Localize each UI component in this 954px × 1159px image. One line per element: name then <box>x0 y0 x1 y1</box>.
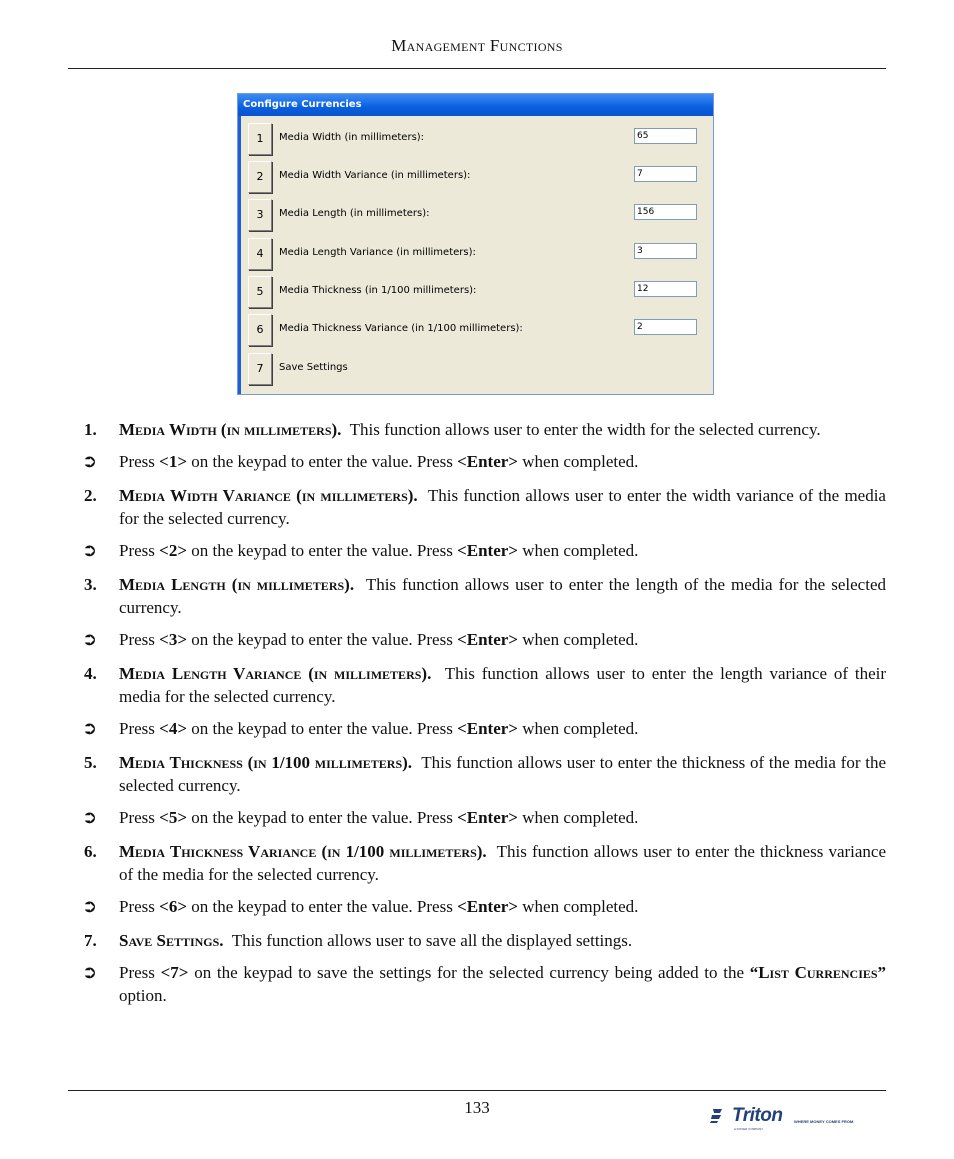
step-key: <5> <box>159 808 188 827</box>
instruction-step <box>82 895 886 918</box>
key-6-button[interactable]: 6 <box>248 314 272 346</box>
item-heading: Media Length Variance (in millimeters). <box>119 664 432 683</box>
step-text: when completed. <box>522 897 639 916</box>
step-text: when completed. <box>522 808 639 827</box>
step-key: <Enter> <box>457 897 518 916</box>
step-key: <3> <box>159 630 188 649</box>
footer-rule <box>68 1090 886 1091</box>
row-label: Media Length Variance (in millimeters): <box>279 247 476 258</box>
item-number: 2. <box>84 486 97 505</box>
media-length-variance-field[interactable]: 3 <box>634 243 697 259</box>
function-item <box>82 662 886 708</box>
function-list <box>82 418 886 1018</box>
item-heading: Media Thickness (in 1/100 millimeters). <box>119 753 413 772</box>
instruction-step <box>82 450 886 473</box>
step-key: <Enter> <box>457 719 518 738</box>
configure-currencies-dialog <box>237 93 714 395</box>
instruction-step <box>82 806 886 829</box>
item-number: 3. <box>84 575 97 594</box>
item-description: This function allows user to enter the thickness variance of the media for the selected currency. <box>119 842 887 884</box>
step-text: Press <box>119 719 155 738</box>
step-key: <1> <box>159 452 188 471</box>
step-text: when completed. <box>522 452 639 471</box>
function-item <box>82 418 886 441</box>
page-number: 133 <box>464 1098 490 1117</box>
step-text: when completed. <box>522 541 639 560</box>
item-number: 7. <box>84 931 97 950</box>
item-description: This function allows user to enter the width for the selected currency. <box>349 420 821 439</box>
key-1-button[interactable]: 1 <box>248 123 272 155</box>
step-text: Press <box>119 897 155 916</box>
function-item <box>82 751 886 797</box>
step-key: <4> <box>159 719 188 738</box>
logo-tagline: WHERE MONEY COMES FROM. <box>794 1119 855 1124</box>
instruction-step <box>82 628 886 651</box>
key-2-button[interactable]: 2 <box>248 161 272 193</box>
step-text: Press <box>119 452 155 471</box>
step-key: <Enter> <box>457 808 518 827</box>
row-label: Media Width Variance (in millimeters): <box>279 170 471 181</box>
step-key: <Enter> <box>457 541 518 560</box>
row-label: Media Thickness (in 1/100 millimeters): <box>279 285 477 296</box>
step-text: on the keypad to enter the value. Press <box>191 541 453 560</box>
arrow-circle-icon: ➲ <box>82 629 98 650</box>
function-item <box>82 484 886 530</box>
step-text: option. <box>119 986 167 1005</box>
dialog-row-media-width-variance <box>248 161 697 193</box>
media-thickness-variance-field[interactable]: 2 <box>634 319 697 335</box>
step-text: Press <box>119 963 155 982</box>
header-rule <box>68 68 886 69</box>
row-label: Media Width (in millimeters): <box>279 132 425 143</box>
dialog-row-media-width <box>248 123 697 155</box>
arrow-circle-icon: ➲ <box>82 807 98 828</box>
item-description: This function allows user to enter the width variance of the media for the selected currency. <box>119 486 886 528</box>
item-number: 5. <box>84 753 97 772</box>
item-number: 1. <box>84 420 97 439</box>
item-description: This function allows user to save all the displayed settings. <box>231 931 633 950</box>
step-text: on the keypad to enter the value. Press <box>191 630 453 649</box>
item-heading: Media Width Variance (in millimeters). <box>119 486 418 505</box>
instruction-step <box>82 961 886 1007</box>
item-description: This function allows user to enter the thickness of the media for the selected currency. <box>119 753 886 795</box>
media-length-field[interactable]: 156 <box>634 204 697 220</box>
step-key: <2> <box>159 541 188 560</box>
dialog-row-media-length-variance <box>248 238 697 270</box>
row-label: Media Thickness Variance (in 1/100 millimeters): <box>279 323 523 334</box>
instruction-step <box>82 717 886 740</box>
item-heading: Media Thickness Variance (in 1/100 millimeters). <box>119 842 487 861</box>
instruction-step <box>82 539 886 562</box>
item-number: 4. <box>84 664 97 683</box>
item-description: This function allows user to enter the length of the media for the selected currency. <box>119 575 886 617</box>
step-key: <Enter> <box>457 452 518 471</box>
step-text: on the keypad to enter the value. Press <box>191 897 453 916</box>
step-text: on the keypad to enter the value. Press <box>191 808 453 827</box>
step-text: on the keypad to save the settings for the selected currency being added to the <box>194 963 744 982</box>
triton-logo <box>710 1106 880 1130</box>
dialog-row-media-length <box>248 199 697 231</box>
logo-subtitle: A DOVER COMPANY <box>734 1127 764 1131</box>
item-heading: Media Length (in millimeters). <box>119 575 355 594</box>
arrow-circle-icon: ➲ <box>82 718 98 739</box>
step-text: Press <box>119 630 155 649</box>
arrow-circle-icon: ➲ <box>82 962 98 983</box>
dialog-title-bar: Configure Currencies <box>238 94 713 116</box>
key-5-button[interactable]: 5 <box>248 276 272 308</box>
key-3-button[interactable]: 3 <box>248 199 272 231</box>
media-thickness-field[interactable]: 12 <box>634 281 697 297</box>
media-width-variance-field[interactable]: 7 <box>634 166 697 182</box>
arrow-circle-icon: ➲ <box>82 451 98 472</box>
key-4-button[interactable]: 4 <box>248 238 272 270</box>
step-text: when completed. <box>522 630 639 649</box>
function-item <box>82 840 886 886</box>
step-text: Press <box>119 808 155 827</box>
step-text: on the keypad to enter the value. Press <box>191 452 453 471</box>
item-number: 6. <box>84 842 97 861</box>
dialog-row-save-settings <box>248 353 697 385</box>
page-header: Management Functions <box>391 36 563 55</box>
arrow-circle-icon: ➲ <box>82 896 98 917</box>
function-item <box>82 929 886 952</box>
logo-mark-icon <box>710 1108 732 1124</box>
logo-wordmark: Triton <box>732 1105 783 1126</box>
dialog-row-media-thickness-variance <box>248 314 697 346</box>
key-7-button[interactable]: 7 <box>248 353 272 385</box>
media-width-field[interactable]: 65 <box>634 128 697 144</box>
item-description: This function allows user to enter the length variance of their media for the selected currency. <box>119 664 887 706</box>
item-heading: Save Settings. <box>119 931 224 950</box>
dialog-row-media-thickness <box>248 276 697 308</box>
function-item <box>82 573 886 619</box>
step-text: when completed. <box>522 719 639 738</box>
item-heading: Media Width (in millimeters). <box>119 420 342 439</box>
step-key: <Enter> <box>457 630 518 649</box>
dialog-left-edge <box>238 116 241 394</box>
row-label: Media Length (in millimeters): <box>279 208 430 219</box>
step-key: <6> <box>159 897 188 916</box>
row-label: Save Settings <box>279 362 348 373</box>
step-quoted-option: “List Currencies” <box>749 963 887 982</box>
step-key: <7> <box>160 963 189 982</box>
step-text: on the keypad to enter the value. Press <box>191 719 453 738</box>
arrow-circle-icon: ➲ <box>82 540 98 561</box>
step-text: Press <box>119 541 155 560</box>
